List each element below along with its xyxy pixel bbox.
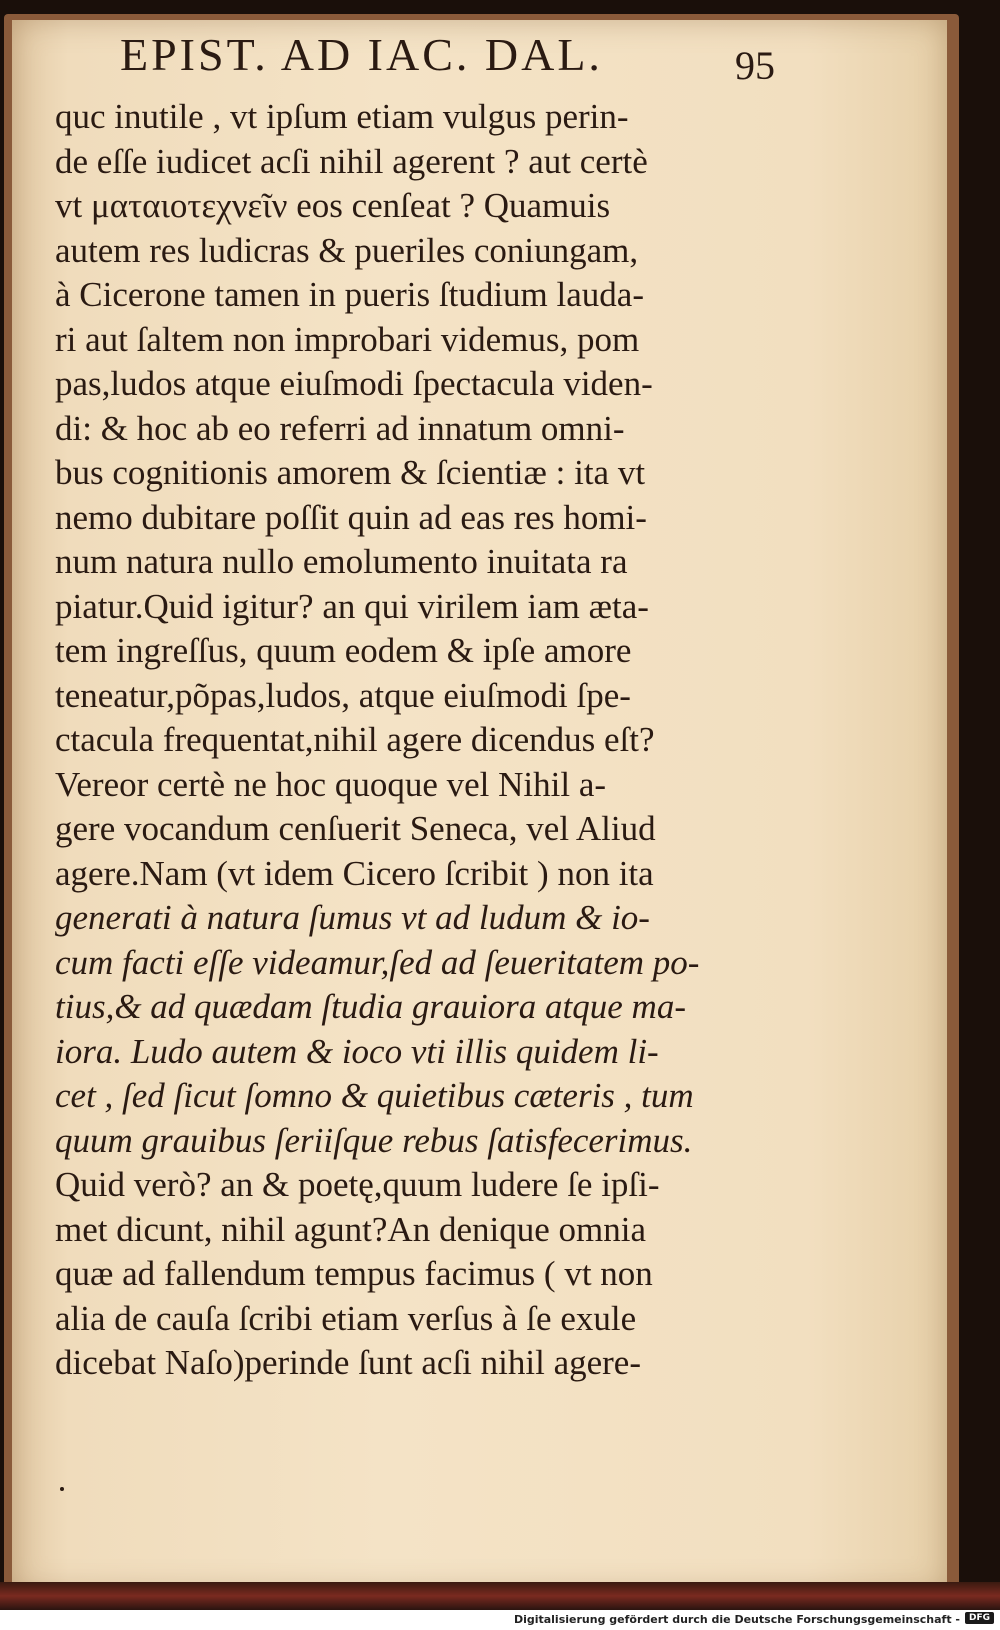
text-line: quæ ad fallendum tempus facimus ( vt non bbox=[55, 1254, 653, 1293]
text-line: vt ματαιοτεχνεῖν eos cenſeat ? Quamuis bbox=[55, 186, 611, 225]
page-number: 95 bbox=[735, 43, 775, 88]
page-bottom-edge bbox=[0, 1582, 1000, 1610]
text-line: Quid verò? an & poetę,quum ludere ſe ipſi- bbox=[55, 1165, 660, 1204]
text-line: num natura nullo emolumento inuitata ra bbox=[55, 542, 628, 581]
footer bbox=[0, 1610, 1000, 1630]
text-line: nemo dubitare poſſit quin ad eas res homi- bbox=[55, 497, 647, 537]
text-line: cum facti eſſe videamur,ſed ad ſeueritatem po- bbox=[55, 942, 700, 982]
text-line: de eſſe iudicet acſi nihil agerent ? aut certè bbox=[55, 141, 648, 181]
text-line: quc inutile , vt ipſum etiam vulgus perin- bbox=[55, 97, 629, 136]
text-line: cet , ſed ſicut ſomno & quietibus cæteris , tum bbox=[55, 1076, 694, 1115]
text-line: quum grauibus ſeriiſque rebus ſatisfecerimus. bbox=[55, 1120, 693, 1160]
text-line: piatur.Quid igitur? an qui virilem iam æta- bbox=[55, 586, 649, 626]
text-line: pas,ludos atque eiuſmodi ſpectacula viden- bbox=[55, 364, 653, 403]
text-line: alia de cauſa ſcribi etiam verſus à ſe exule bbox=[55, 1298, 637, 1338]
text-line: met dicunt, nihil agunt?An denique omnia bbox=[55, 1209, 646, 1249]
text-line: tem ingreſſus, quum eodem & ipſe amore bbox=[55, 631, 632, 670]
text-line: tius,& ad quædam ſtudia grauiora atque ma- bbox=[55, 987, 686, 1026]
text-line: di: & hoc ab eo referri ad innatum omni- bbox=[55, 408, 625, 448]
dfg-logo: DFG bbox=[965, 1612, 994, 1624]
footer-credit: Digitalisierung gefördert durch die Deutsche Forschungsgemeinschaft - bbox=[513, 1613, 960, 1626]
text-line: à Cicerone tamen in pueris ſtudium lauda- bbox=[55, 275, 644, 314]
body-text bbox=[55, 95, 775, 1386]
text-line: autem res ludicras & pueriles coniungam, bbox=[55, 230, 639, 270]
text-line: ctacula frequentat,nihil agere dicendus eſt? bbox=[55, 720, 655, 759]
running-head: EPIST. AD IAC. DAL. bbox=[120, 29, 603, 80]
text-line: generati à natura ſumus vt ad ludum & io- bbox=[55, 898, 650, 937]
text-line: ri aut ſaltem non improbari videmus, pom bbox=[55, 319, 640, 359]
text-line: gere vocandum cenſuerit Seneca, vel Aliud bbox=[55, 809, 656, 848]
text-line: teneatur,põpas,ludos, atque eiuſmodi ſpe- bbox=[55, 675, 631, 715]
text-line: iora. Ludo autem & ioco vti illis quidem li- bbox=[55, 1031, 659, 1071]
text-line: Vereor certè ne hoc quoque vel Nihil a- bbox=[55, 764, 607, 804]
ink-mark bbox=[60, 1487, 64, 1491]
text-line: dicebat Naſo)perinde ſunt acſi nihil agere- bbox=[55, 1343, 641, 1382]
text-line: agere.Nam (vt idem Cicero ſcribit ) non ita bbox=[55, 853, 654, 893]
text-line: bus cognitionis amorem & ſcientiæ : ita vt bbox=[55, 453, 646, 492]
